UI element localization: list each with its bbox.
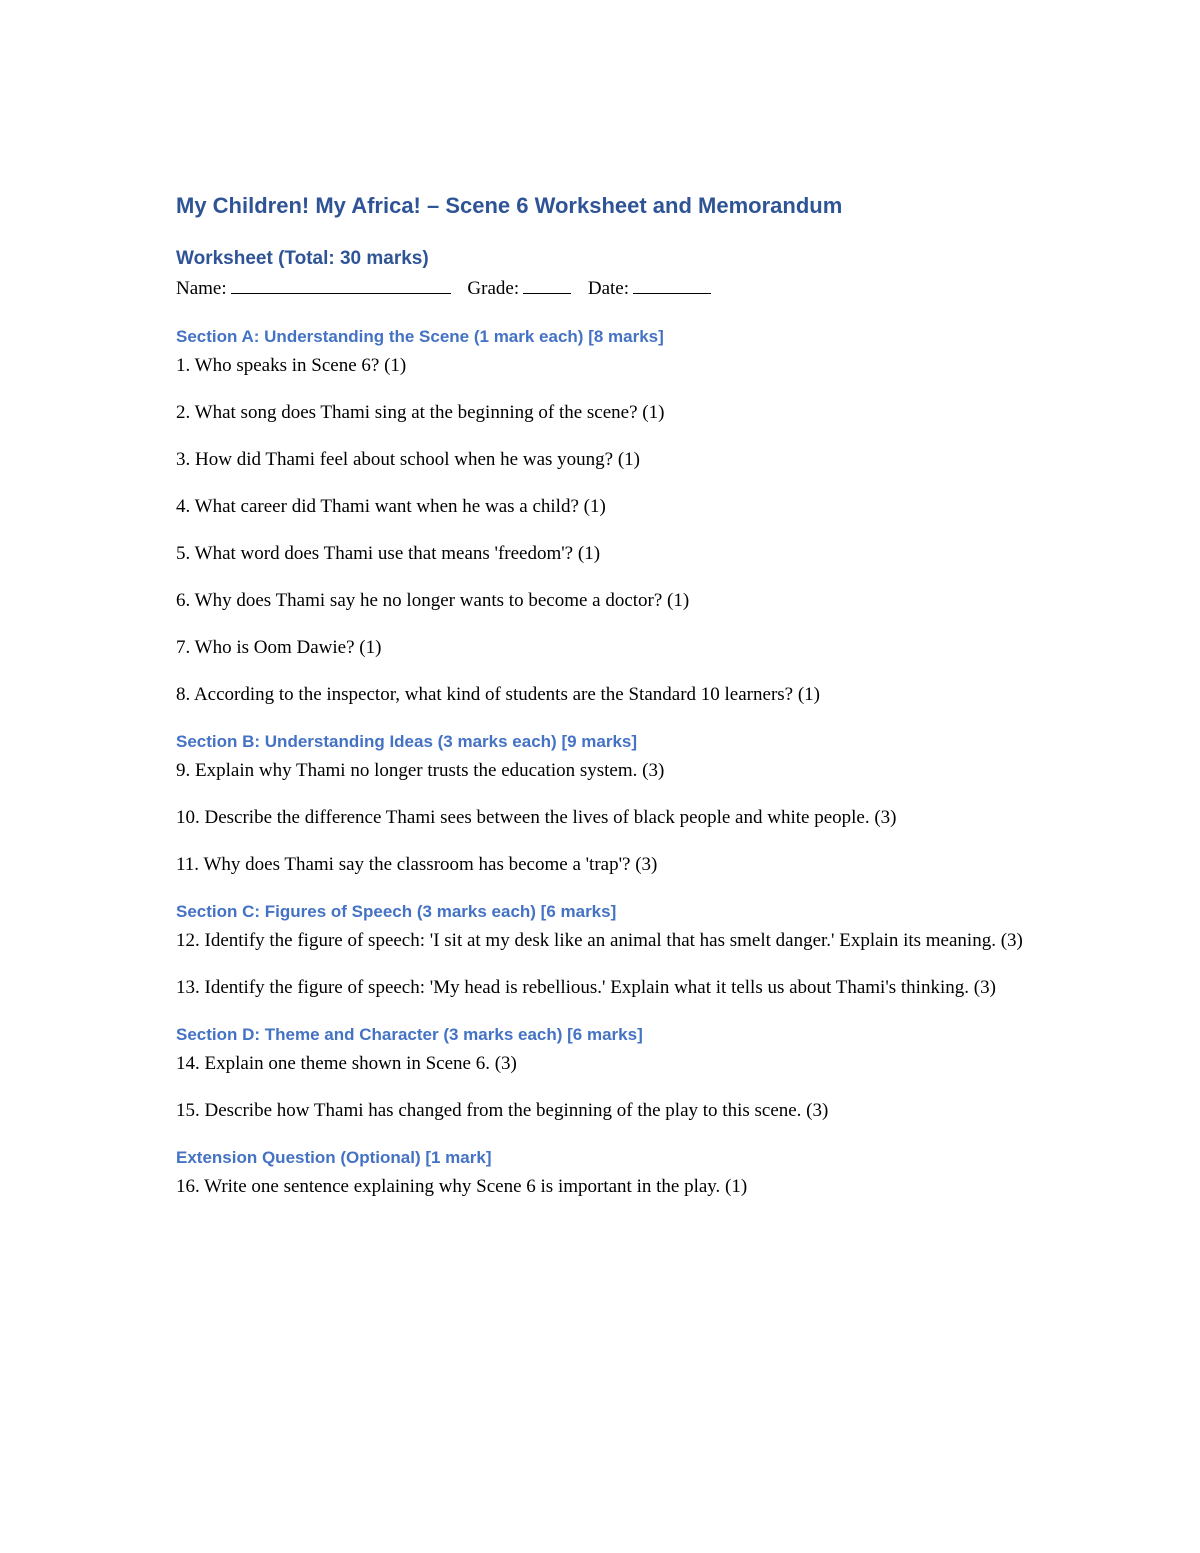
section-c	[176, 897, 1046, 1002]
student-info-line	[176, 274, 1046, 304]
question-4: 4. What career did Thami want when he was a child? (1)	[176, 496, 606, 517]
question-16: 16. Write one sentence explaining why Scene 6 is important in the play. (1)	[176, 1176, 748, 1197]
section-b	[176, 727, 1046, 879]
question-7: 7. Who is Oom Dawie? (1)	[176, 637, 382, 658]
question-15: 15. Describe how Thami has changed from the beginning of the play to this scene. (3)	[176, 1100, 829, 1121]
grade-label: Grade:	[467, 278, 520, 299]
grade-field	[467, 278, 571, 299]
section-d-questions	[176, 1050, 1046, 1125]
grade-blank	[523, 277, 571, 294]
name-blank	[231, 277, 451, 294]
question-11: 11. Why does Thami say the classroom has become a 'trap'? (3)	[176, 854, 658, 875]
extension-section	[176, 1143, 1046, 1201]
extension-heading: Extension Question (Optional) [1 mark]	[176, 1148, 492, 1167]
question-5: 5. What word does Thami use that means 'freedom'? (1)	[176, 543, 601, 564]
extension-questions	[176, 1173, 1046, 1201]
question-10: 10. Describe the difference Thami sees between the lives of black people and white people. (3)	[176, 807, 897, 828]
section-d-heading: Section D: Theme and Character (3 marks each) [6 marks]	[176, 1025, 643, 1044]
question-2: 2. What song does Thami sing at the beginning of the scene? (1)	[176, 402, 665, 423]
date-label: Date:	[587, 278, 630, 299]
section-a-heading: Section A: Understanding the Scene (1 mark each) [8 marks]	[176, 327, 664, 346]
question-8: 8. According to the inspector, what kind of students are the Standard 10 learners? (1)	[176, 684, 820, 705]
document-title: My Children! My Africa! – Scene 6 Worksheet and Memorandum	[176, 193, 843, 218]
question-14: 14. Explain one theme shown in Scene 6. (3)	[176, 1053, 517, 1074]
worksheet-page	[176, 188, 1046, 1201]
question-9: 9. Explain why Thami no longer trusts the education system. (3)	[176, 760, 665, 781]
name-label: Name:	[176, 278, 227, 299]
section-d	[176, 1020, 1046, 1125]
date-field	[588, 278, 711, 299]
section-c-questions	[176, 927, 1046, 1002]
question-1: 1. Who speaks in Scene 6? (1)	[176, 355, 407, 376]
section-a-questions	[176, 352, 1046, 709]
section-b-questions	[176, 757, 1046, 879]
section-c-heading: Section C: Figures of Speech (3 marks each) [6 marks]	[176, 902, 617, 921]
section-a	[176, 322, 1046, 709]
date-blank	[633, 277, 711, 294]
section-b-heading: Section B: Understanding Ideas (3 marks each) [9 marks]	[176, 732, 638, 751]
question-3: 3. How did Thami feel about school when he was young? (1)	[176, 449, 640, 470]
worksheet-subtitle: Worksheet (Total: 30 marks)	[176, 248, 429, 269]
question-6: 6. Why does Thami say he no longer wants to become a doctor? (1)	[176, 590, 690, 611]
question-12: 12. Identify the figure of speech: 'I sit at my desk like an animal that has smelt danger.' Explain its meaning. (3)	[176, 930, 1023, 951]
question-13: 13. Identify the figure of speech: 'My head is rebellious.' Explain what it tells us about Thami's thinking. (3)	[176, 977, 996, 998]
name-field	[176, 278, 451, 299]
